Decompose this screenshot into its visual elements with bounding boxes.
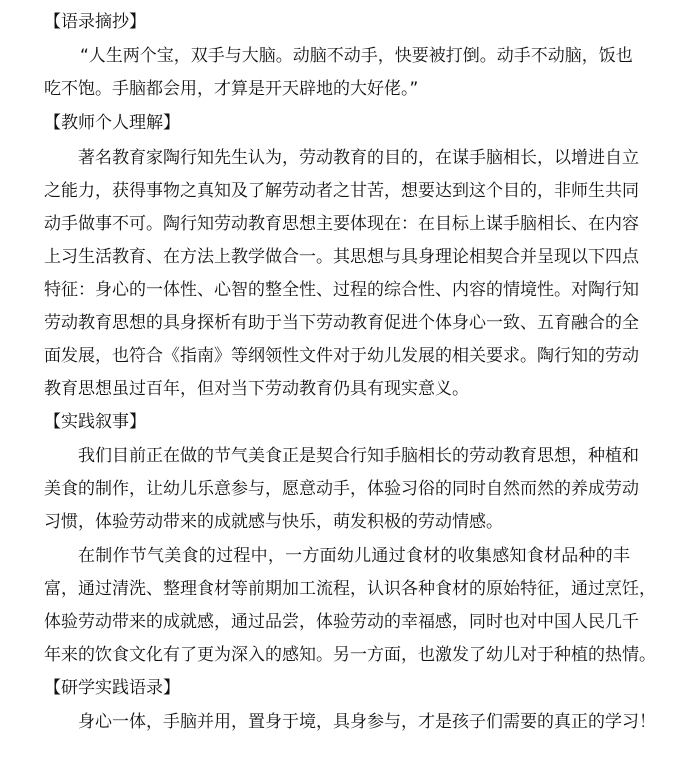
paragraph-line: 富，通过清洗、整理食材等前期加工流程，认识各种食材的原始特征，通过烹饪，	[44, 579, 656, 599]
paragraph-line: 美食的制作，让幼儿乐意参与，愿意动手，体验习俗的同时自然而然的养成劳动	[44, 479, 639, 499]
paragraph-line: 身心一体，手脑并用，置身于境，具身参与，才是孩子们需要的真正的学习！	[78, 712, 656, 732]
paragraph-line: 面发展，也符合《指南》等纲领性文件对于幼儿发展的相关要求。陶行知的劳动	[44, 346, 639, 366]
paragraph-line: 劳动教育思想的具身探析有助于当下劳动教育促进个体身心一致、五育融合的全	[44, 313, 639, 333]
quote-line: “人生两个宝，双手与大脑。动脑不动手，快要被打倒。动手不动脑，饭也	[80, 46, 633, 66]
heading-study-practice-quotes: 【研学实践语录】	[44, 678, 180, 698]
heading-quotes: 【语录摘抄】	[44, 12, 146, 32]
paragraph-line: 教育思想虽过百年，但对当下劳动教育仍具有现实意义。	[44, 379, 469, 399]
heading-teacher-understanding: 【教师个人理解】	[44, 113, 180, 133]
paragraph-line: 之能力，获得事物之真知及了解劳动者之甘苦，想要达到这个目的，非师生共同	[44, 181, 639, 201]
quote-line: 吃不饱。手脑都会用，才算是开天辟地的大好佬。”	[44, 79, 419, 99]
heading-practice-narrative: 【实践叙事】	[44, 412, 146, 432]
paragraph-line: 特征：身心的一体性、心智的整全性、过程的综合性、内容的情境性。对陶行知	[44, 280, 639, 300]
paragraph-line: 年来的饮食文化有了更为深入的感知。另一方面，也激发了幼儿对于种植的热情。	[44, 645, 656, 665]
paragraph-line: 上习生活教育、在方法上教学做合一。其思想与具身理论相契合并呈现以下四点	[44, 247, 639, 267]
paragraph-line: 我们目前正在做的节气美食正是契合行知手脑相长的劳动教育思想，种植和	[78, 446, 639, 466]
paragraph-line: 习惯，体验劳动带来的成就感与快乐，萌发积极的劳动情感。	[44, 512, 503, 532]
paragraph-line: 体验劳动带来的成就感，通过品尝，体验劳动的幸福感，同时也对中国人民几千	[44, 612, 639, 632]
paragraph-line: 在制作节气美食的过程中，一方面幼儿通过食材的收集感知食材品种的丰	[78, 546, 630, 566]
paragraph-line: 动手做事不可。陶行知劳动教育思想主要体现在：在目标上谋手脑相长、在内容	[44, 214, 639, 234]
paragraph-line: 著名教育家陶行知先生认为，劳动教育的目的，在谋手脑相长，以增进自立	[78, 148, 639, 168]
